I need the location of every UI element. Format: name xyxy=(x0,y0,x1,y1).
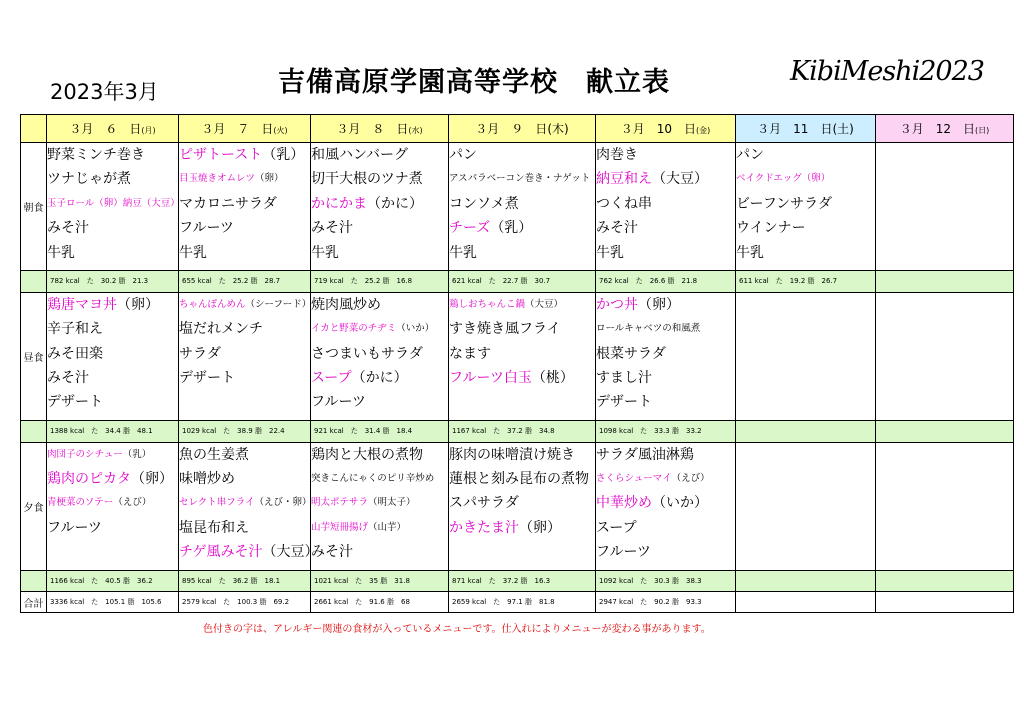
allergen-menu-item: かきたま汁（卵） xyxy=(449,519,561,536)
allergen-menu-item: セレクト串フライ（えび・卵） xyxy=(179,497,312,509)
menu-item: デザート xyxy=(179,369,235,386)
nutrition-value: 921 kcal た 31.4 脂 18.4 xyxy=(311,420,449,442)
kibimeshi-logo: KibiMeshi2023 xyxy=(790,56,984,87)
allergen-menu-item: 目玉焼きオムレツ（卵） xyxy=(179,173,284,185)
meal-label: 朝食 xyxy=(21,143,47,271)
meal-label: 昼食 xyxy=(21,292,47,420)
nutrition-value: 1166 kcal た 40.5 脂 36.2 xyxy=(47,570,179,592)
nutrition-value xyxy=(736,570,876,592)
menu-item: すき焼き風フライ xyxy=(449,321,561,338)
menu-item: ウインナー xyxy=(736,220,806,237)
menu-item: つくね串 xyxy=(596,195,652,212)
total-value: 2661 kcal た 91.6 脂 68 xyxy=(311,592,449,613)
allergen-menu-item: フルーツ白玉（桃） xyxy=(449,369,574,386)
menu-item: サラダ風油淋鶏 xyxy=(596,446,694,463)
month-label: 2023年3月 xyxy=(50,80,159,104)
meal-cell xyxy=(736,442,876,570)
nutrition-value: 1167 kcal た 37.2 脂 34.8 xyxy=(449,420,596,442)
allergen-menu-item: 鶏唐マヨ丼（卵） xyxy=(47,296,159,313)
lunch-nutrition-row xyxy=(21,420,1014,442)
nutrition-value xyxy=(876,271,1014,293)
menu-item: なます xyxy=(449,345,491,362)
nutrition-value: 1021 kcal た 35 脂 31.8 xyxy=(311,570,449,592)
allergen-menu-item: 青梗菜のソテー（えび） xyxy=(47,497,152,509)
menu-item: 突きこんにゃくのピリ辛炒め xyxy=(311,472,435,484)
allergen-menu-item: かにかま（かに） xyxy=(311,195,423,212)
meal-cell xyxy=(876,292,1014,420)
allergen-menu-item: ちゃんぽんめん（シーフード） xyxy=(179,298,312,310)
meal-cell xyxy=(47,292,179,420)
total-value: 3336 kcal た 105.1 脂 105.6 xyxy=(47,592,179,613)
menu-item: 牛乳 xyxy=(47,244,75,261)
meal-cell xyxy=(736,143,876,271)
corner-cell xyxy=(21,115,47,143)
menu-item: みそ汁 xyxy=(596,220,638,237)
nutrition-label xyxy=(21,271,47,293)
total-value: 2947 kcal た 90.2 脂 93.3 xyxy=(596,592,736,613)
allergen-menu-item: かつ丼（卵） xyxy=(596,296,680,313)
menu-item: ロールキャベツの和風煮 xyxy=(596,323,701,335)
menu-item: スパサラダ xyxy=(449,495,519,512)
allergen-menu-item: さくらシューマイ（えび） xyxy=(596,472,710,484)
nutrition-value: 1388 kcal た 34.4 脂 48.1 xyxy=(47,420,179,442)
menu-item: サラダ xyxy=(179,345,221,362)
menu-item: フルーツ xyxy=(311,394,366,411)
menu-item: 牛乳 xyxy=(736,244,764,261)
breakfast-nutrition-row xyxy=(21,271,1014,293)
total-label: 合計 xyxy=(21,592,47,613)
menu-item: ツナじゃが煮 xyxy=(47,171,131,188)
nutrition-value: 871 kcal た 37.2 脂 16.3 xyxy=(449,570,596,592)
menu-item: 魚の生姜煮 xyxy=(179,446,249,463)
total-value xyxy=(736,592,876,613)
menu-item: 味噌炒め xyxy=(179,470,235,487)
menu-item: コンソメ煮 xyxy=(449,195,519,212)
menu-item: みそ汁 xyxy=(311,220,353,237)
meal-label: 夕食 xyxy=(21,442,47,570)
menu-item: 塩昆布和え xyxy=(179,519,249,536)
menu-item: フルーツ xyxy=(179,220,234,237)
meal-cell xyxy=(449,442,596,570)
allergen-menu-item: 鶏しおちゃんこ鍋（大豆） xyxy=(449,298,564,310)
menu-table xyxy=(20,114,1014,613)
menu-item: 野菜ミンチ巻き xyxy=(47,147,145,163)
meal-cell xyxy=(449,292,596,420)
allergen-menu-item: チゲ風みそ汁（大豆） xyxy=(179,544,319,561)
menu-item: デザート xyxy=(47,394,103,411)
menu-item: 肉巻き xyxy=(596,147,638,163)
menu-item: フルーツ xyxy=(47,519,102,536)
meal-cell xyxy=(736,292,876,420)
allergen-menu-item: 鶏肉のピカタ（卵） xyxy=(47,470,173,487)
meal-cell xyxy=(47,143,179,271)
dinner-row xyxy=(21,442,1014,570)
menu-item: 和風ハンバーグ xyxy=(311,147,409,163)
meal-cell xyxy=(179,292,311,420)
allergen-menu-item: ベイクドエッグ（卵） xyxy=(736,173,831,185)
menu-item: 辛子和え xyxy=(47,321,103,338)
menu-item: フルーツ xyxy=(596,544,651,561)
day-header: ３月 ７ 日(火) xyxy=(179,115,311,143)
menu-item: スープ xyxy=(596,519,637,536)
meal-cell xyxy=(179,442,319,570)
allergen-menu-item: 山芋短冊揚げ（山芋） xyxy=(311,521,407,533)
menu-item: みそ汁 xyxy=(311,544,353,561)
meal-cell xyxy=(876,442,1014,570)
menu-item: 蓮根と刻み昆布の煮物 xyxy=(449,470,589,487)
menu-item: 鶏肉と大根の煮物 xyxy=(311,446,423,463)
meal-cell xyxy=(311,143,449,271)
meal-cell xyxy=(596,292,736,420)
meal-cell xyxy=(311,442,449,570)
allergen-menu-item: スープ（かに） xyxy=(311,369,408,386)
day-header-sunday: ３月 12 日(日) xyxy=(876,115,1014,143)
menu-item: 塩だれメンチ xyxy=(179,321,263,338)
menu-item: 牛乳 xyxy=(449,244,477,261)
nutrition-value: 655 kcal た 25.2 脂 28.7 xyxy=(179,271,311,293)
menu-item: 切干大根のツナ煮 xyxy=(311,171,423,188)
menu-item: 焼肉風炒め xyxy=(311,296,381,313)
allergy-note: 色付きの字は、アレルギー関連の食材が入っているメニューです。仕入れによりメニューが変わる事があります。 xyxy=(203,624,711,635)
menu-item: 根菜サラダ xyxy=(596,345,666,362)
menu-item: 牛乳 xyxy=(311,244,339,261)
nutrition-value: 621 kcal た 22.7 脂 30.7 xyxy=(449,271,596,293)
meal-cell xyxy=(596,442,736,570)
nutrition-value: 719 kcal た 25.2 脂 16.8 xyxy=(311,271,449,293)
allergen-menu-item: 中華炒め（いか） xyxy=(596,495,708,512)
meal-cell xyxy=(47,442,179,570)
nutrition-value: 1092 kcal た 30.3 脂 38.3 xyxy=(596,570,736,592)
allergen-menu-item: 肉団子のシチュー（乳） xyxy=(47,448,152,460)
menu-item: すまし汁 xyxy=(596,369,652,386)
total-value xyxy=(876,592,1014,613)
day-header: ３月 ６ 日(月) xyxy=(47,115,179,143)
menu-item: デザート xyxy=(596,394,652,411)
total-value: 2579 kcal た 100.3 脂 69.2 xyxy=(179,592,311,613)
nutrition-value: 895 kcal た 36.2 脂 18.1 xyxy=(179,570,311,592)
meal-cell xyxy=(311,292,449,420)
allergen-menu-item: 明太ポテサラ（明太子） xyxy=(311,497,416,509)
menu-item: 牛乳 xyxy=(596,244,624,261)
nutrition-value: 611 kcal た 19.2 脂 26.7 xyxy=(736,271,876,293)
breakfast-row xyxy=(21,143,1014,271)
menu-item: みそ田楽 xyxy=(47,345,103,362)
menu-item: さつまいもサラダ xyxy=(311,345,423,362)
meal-cell xyxy=(596,143,736,271)
menu-item: みそ汁 xyxy=(47,220,89,237)
menu-item: マカロニサラダ xyxy=(179,195,277,212)
menu-item: 牛乳 xyxy=(179,244,207,261)
allergen-menu-item: チーズ（乳） xyxy=(449,220,533,237)
total-row xyxy=(21,592,1014,613)
allergen-menu-item: 納豆和え（大豆） xyxy=(596,171,708,188)
menu-item: ビーフンサラダ xyxy=(736,195,833,212)
total-value: 2659 kcal た 97.1 脂 81.8 xyxy=(449,592,596,613)
allergen-menu-item: イカと野菜のチヂミ（いか） xyxy=(311,323,435,335)
menu-item: みそ汁 xyxy=(47,369,89,386)
page-title: 吉備高原学園高等学校 献立表 xyxy=(278,67,670,98)
lunch-row xyxy=(21,292,1014,420)
allergen-menu-item: 玉子ロール（卵）納豆（大豆） xyxy=(47,197,180,209)
nutrition-value: 762 kcal た 26.6 脂 21.8 xyxy=(596,271,736,293)
day-header: ３月 10 日(金) xyxy=(596,115,736,143)
allergen-menu-item: ピザトースト（乳） xyxy=(179,147,305,163)
menu-item: パン xyxy=(736,147,764,163)
day-header: ３月 ９ 日(木) xyxy=(449,115,596,143)
meal-cell xyxy=(449,143,596,271)
nutrition-value xyxy=(876,420,1014,442)
day-header-saturday: ３月 11 日(土) xyxy=(736,115,876,143)
menu-item: アスパラベーコン巻き・ナゲット xyxy=(449,173,591,185)
nutrition-label xyxy=(21,420,47,442)
meal-cell xyxy=(179,143,311,271)
menu-item: 豚肉の味噌漬け焼き xyxy=(449,446,575,463)
meal-cell xyxy=(876,143,1014,271)
menu-item: パン xyxy=(449,147,477,163)
nutrition-value: 782 kcal た 30.2 脂 21.3 xyxy=(47,271,179,293)
nutrition-value: 1098 kcal た 33.3 脂 33.2 xyxy=(596,420,736,442)
nutrition-value: 1029 kcal た 38.9 脂 22.4 xyxy=(179,420,311,442)
nutrition-value xyxy=(736,420,876,442)
nutrition-label xyxy=(21,570,47,592)
date-header-row xyxy=(21,115,1014,143)
nutrition-value xyxy=(876,570,1014,592)
dinner-nutrition-row xyxy=(21,570,1014,592)
day-header: ３月 ８ 日(水) xyxy=(311,115,449,143)
